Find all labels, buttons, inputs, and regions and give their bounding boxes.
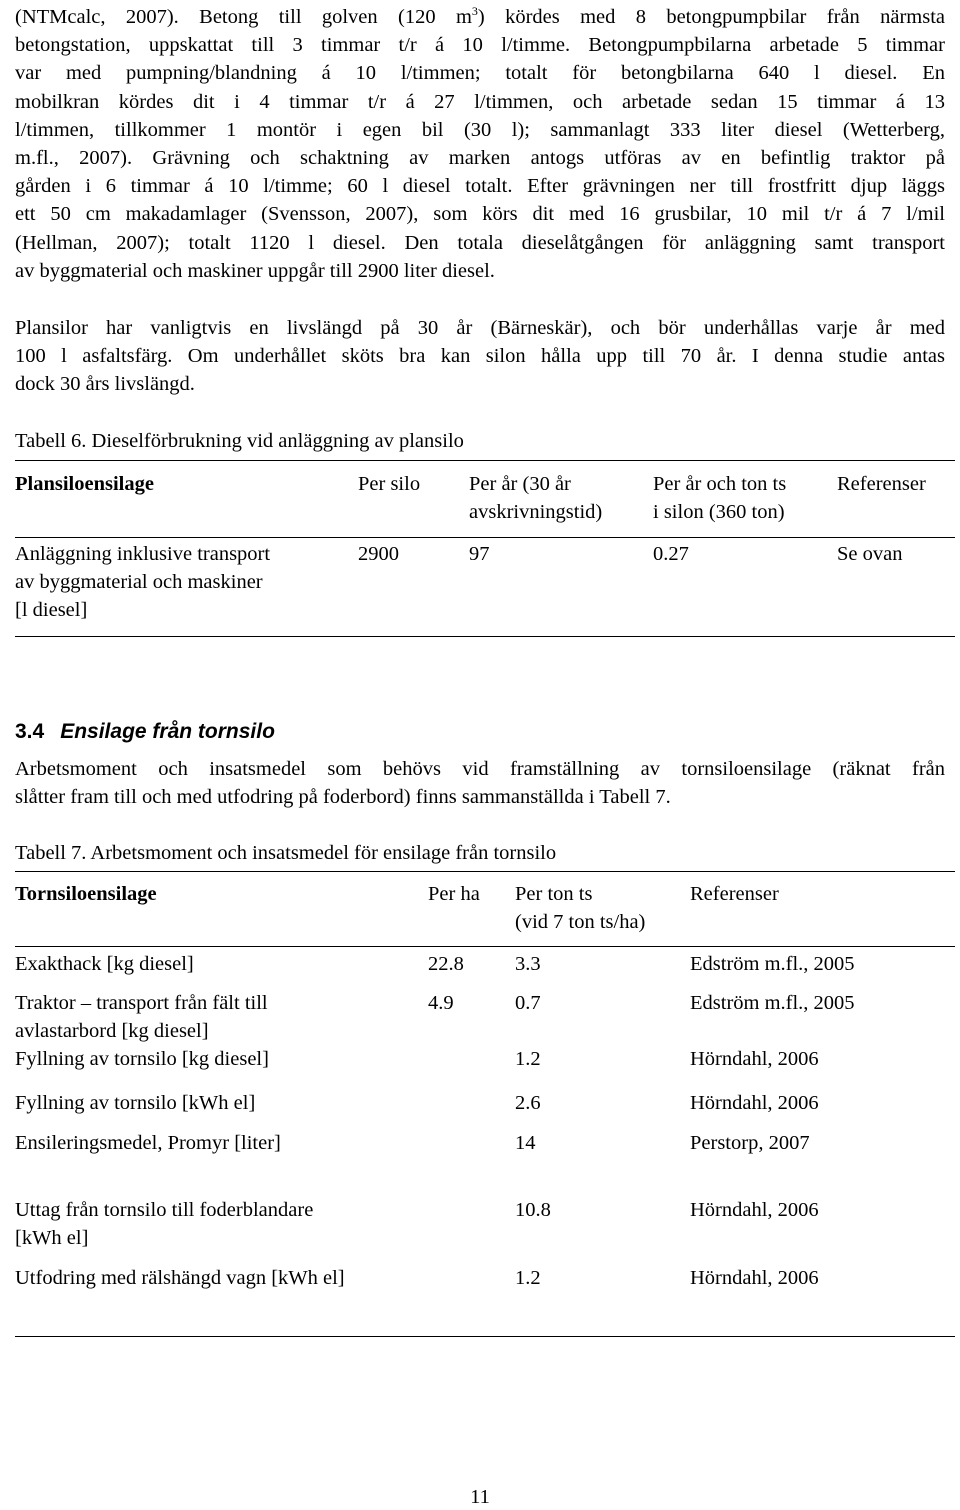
- table7-header-per-ha: Per ha: [428, 883, 480, 905]
- table7-cell-reference: Hörndahl, 2006: [690, 1092, 819, 1114]
- table7-row-label: Ensileringsmedel, Promyr [liter]: [15, 1132, 281, 1154]
- paragraph-line: 100 l asfaltsfärg. Om underhållet sköts bra kan silon hålla upp till 70 år. I denna studie antas: [15, 345, 945, 368]
- table6-header-per-year: Per år (30 år avskrivningstid): [469, 473, 603, 523]
- table6-cell-per-year-ton: 0.27: [653, 543, 689, 565]
- table6-top-rule: [15, 460, 955, 461]
- table6-caption: Tabell 6. Dieselförbrukning vid anläggning av plansilo: [15, 430, 464, 452]
- table7-header-label: Tornsiloensilage: [15, 883, 157, 905]
- table7-row-label: Utfodring med rälshängd vagn [kWh el]: [15, 1267, 345, 1289]
- table6-header-label: Plansiloensilage: [15, 473, 154, 495]
- table7-cell-per-ton: 2.6: [515, 1092, 541, 1114]
- table7-cell-per-ton: 0.7: [515, 992, 541, 1014]
- table6-cell-per-year: 97: [469, 543, 490, 565]
- table7-cell-per-ton: 14: [515, 1132, 536, 1154]
- table7-cell-per-ton: 3.3: [515, 953, 541, 975]
- table7-cell-reference: Edström m.fl., 2005: [690, 992, 855, 1014]
- table7-row-label: Uttag från tornsilo till foderblandare [kWh el]: [15, 1199, 314, 1249]
- body-paragraph-top: [15, 3, 945, 285]
- table7-cell-per-ha: 22.8: [428, 953, 464, 975]
- table7-header-per-ton: Per ton ts (vid 7 ton ts/ha): [515, 883, 646, 933]
- table7-caption: Tabell 7. Arbetsmoment och insatsmedel för ensilage från tornsilo: [15, 842, 557, 864]
- paragraph-line: var med pumpning/blandning á 10 l/timmen; totalt för betongbilarna 640 l diesel. En: [15, 62, 945, 85]
- table6-row-label: Anläggning inklusive transport av byggmaterial och maskiner [l diesel]: [15, 543, 271, 621]
- table7-top-rule: [15, 871, 955, 872]
- table7-row-label: Traktor – transport från fält till avlastarbord [kg diesel]: [15, 992, 268, 1042]
- paragraph-line: mobilkran kördes dit i 4 timmar t/r á 27 l/timmen, och arbetade sedan 15 timmar á 13: [15, 90, 945, 113]
- table7-row-label: Exakthack [kg diesel]: [15, 953, 194, 975]
- table6-header-references: Referenser: [837, 473, 926, 495]
- table6-header-per-year-ton: Per år och ton ts i silon (360 ton): [653, 473, 787, 523]
- table7-cell-per-ton: 1.2: [515, 1048, 541, 1070]
- page-number: 11: [470, 1486, 490, 1508]
- body-paragraph-section: [15, 755, 945, 811]
- paragraph-line: ett 50 cm makadamlager (Svensson, 2007), som körs dit med 16 grusbilar, 10 mil t/r á 7 l/mil: [15, 203, 945, 226]
- table7-bottom-rule: [15, 1336, 955, 1337]
- paragraph-line: av byggmaterial och maskiner uppgår till 2900 liter diesel.: [15, 259, 495, 282]
- table7-cell-reference: Hörndahl, 2006: [690, 1267, 819, 1289]
- table7-cell-reference: Hörndahl, 2006: [690, 1048, 819, 1070]
- table7-cell-per-ton: 10.8: [515, 1199, 551, 1221]
- table6-cell-per-silo: 2900: [358, 543, 399, 565]
- paragraph-line: gården i 6 timmar á 10 l/timme; 60 l diesel totalt. Efter grävningen ner till frostfritt djup läggs: [15, 175, 945, 198]
- paragraph-line: Arbetsmoment och insatsmedel som behövs vid framställning av tornsiloensilage (räknat från: [15, 758, 945, 780]
- table7-row-label: Fyllning av tornsilo [kg diesel]: [15, 1048, 269, 1070]
- section-heading: [15, 718, 275, 746]
- paragraph-line: l/timmen, tillkommer 1 montör i egen bil (30 l); sammanlagt 333 liter diesel (Wetterberg,: [15, 118, 945, 141]
- table7-cell-per-ton: 1.2: [515, 1267, 541, 1289]
- paragraph-line: Plansilor har vanligtvis en livslängd på 30 år (Bärneskär), och bör underhållas varje år med: [15, 317, 945, 339]
- table7-cell-reference: Hörndahl, 2006: [690, 1199, 819, 1221]
- paragraph-line: betongstation, uppskattat till 3 timmar t/r á 10 l/timme. Betongpumpbilarna arbetade 5 timmar: [15, 34, 945, 57]
- table7-row-label: Fyllning av tornsilo [kWh el]: [15, 1092, 256, 1114]
- table7-header-references: Referenser: [690, 883, 779, 905]
- paragraph-line: (Hellman, 2007); totalt 1120 l diesel. Den totala dieselåtgången för anläggning samt transport: [15, 231, 945, 254]
- table6-bottom-rule: [15, 636, 955, 637]
- paragraph-line: m.fl., 2007). Grävning och schaktning av marken antogs utföras av en befintlig traktor på: [15, 147, 945, 170]
- table6-header-per-silo: Per silo: [358, 473, 421, 495]
- superscript: 3: [471, 4, 478, 19]
- section-title: Ensilage från tornsilo: [60, 720, 275, 743]
- paragraph-line: dock 30 års livslängd.: [15, 373, 195, 396]
- body-paragraph-lifespan: [15, 314, 945, 399]
- table7-cell-reference: Perstorp, 2007: [690, 1132, 810, 1154]
- table6-header-rule: [15, 537, 955, 538]
- table7-header-rule: [15, 946, 955, 947]
- table6-cell-reference: Se ovan: [837, 543, 903, 565]
- table7-cell-per-ha: 4.9: [428, 992, 454, 1014]
- paragraph-line: (NTMcalc, 2007). Betong till golven (120 $m^3$) kördes med 8 betongpumpbilar från närmsta: [15, 4, 945, 28]
- section-number: 3.4: [15, 720, 45, 743]
- table7-cell-reference: Edström m.fl., 2005: [690, 953, 855, 975]
- paragraph-line: slåtter fram till och med utfodring på foderbord) finns sammanställda i Tabell 7.: [15, 786, 671, 809]
